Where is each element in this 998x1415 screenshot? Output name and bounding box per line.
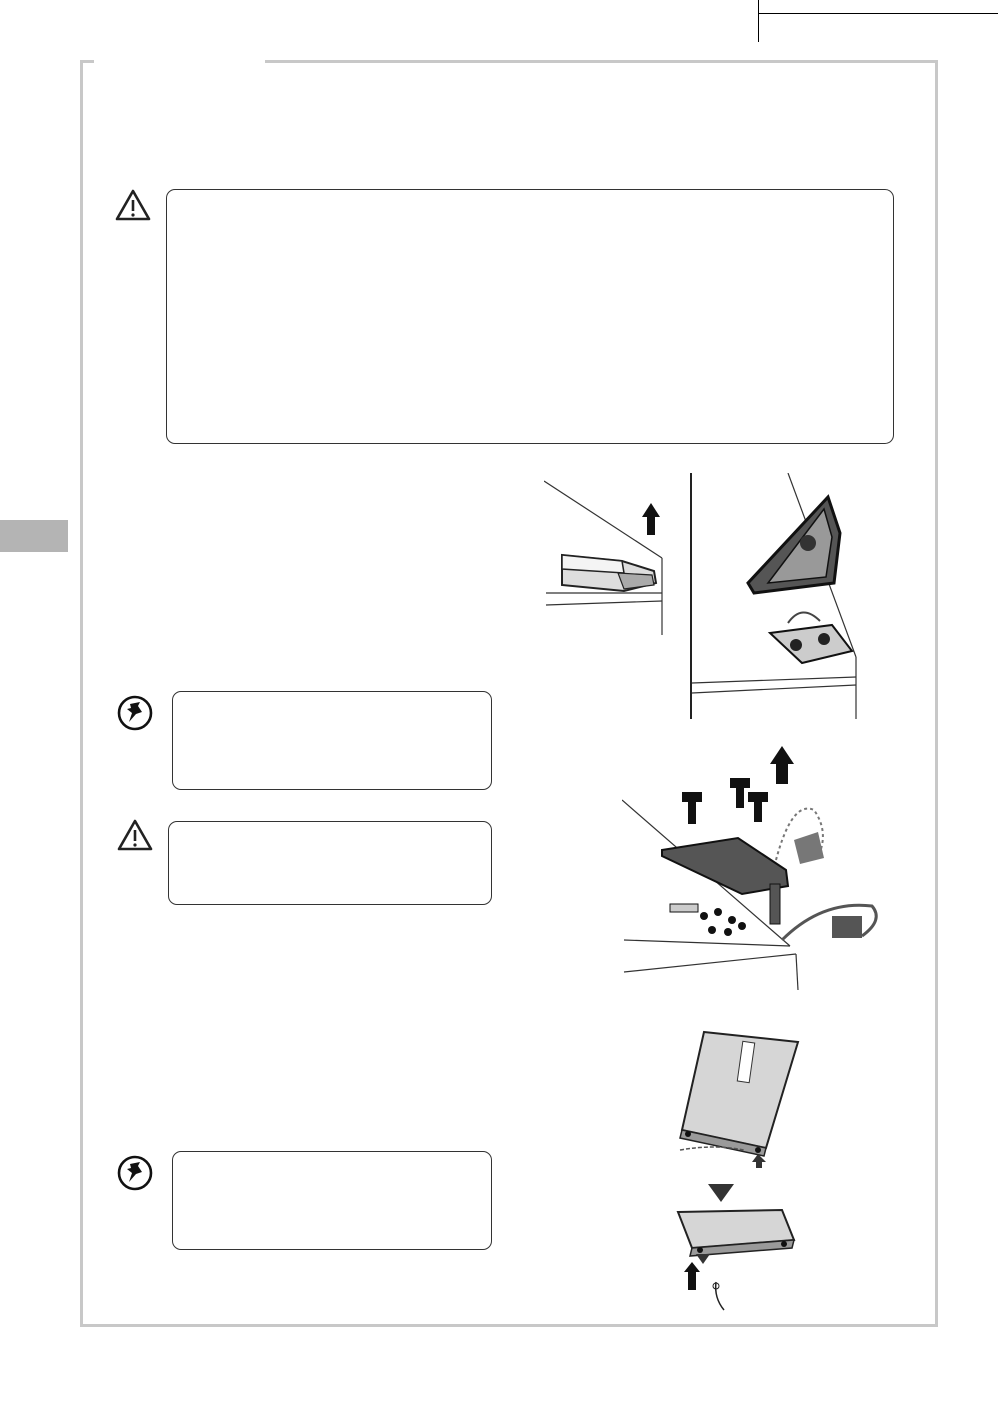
figure-door-lift-off: [674, 1030, 806, 1170]
figure-door-bottom-pin: [672, 1206, 798, 1316]
warning-triangle-icon: [114, 188, 152, 222]
pushpin-note-icon: [116, 694, 154, 732]
down-arrow-icon: [706, 1182, 736, 1204]
figure-hinge-cover-removal: [544, 473, 669, 638]
crop-mark-top: [758, 0, 759, 42]
note-box-1: [172, 691, 492, 790]
warning-box-large: [166, 189, 894, 444]
crop-mark-top-h: [758, 13, 998, 14]
page-frame-top: [265, 60, 935, 63]
pushpin-note-icon: [116, 1154, 154, 1192]
warning-box-small: [168, 821, 492, 905]
warning-triangle-icon: [116, 818, 154, 852]
figure-top-hinge-bracket: [692, 473, 860, 719]
note-box-2: [172, 1151, 492, 1250]
section-tab: [0, 520, 68, 552]
figure-hinge-screws-removal: [622, 740, 888, 992]
page-frame-top-left: [80, 60, 94, 63]
